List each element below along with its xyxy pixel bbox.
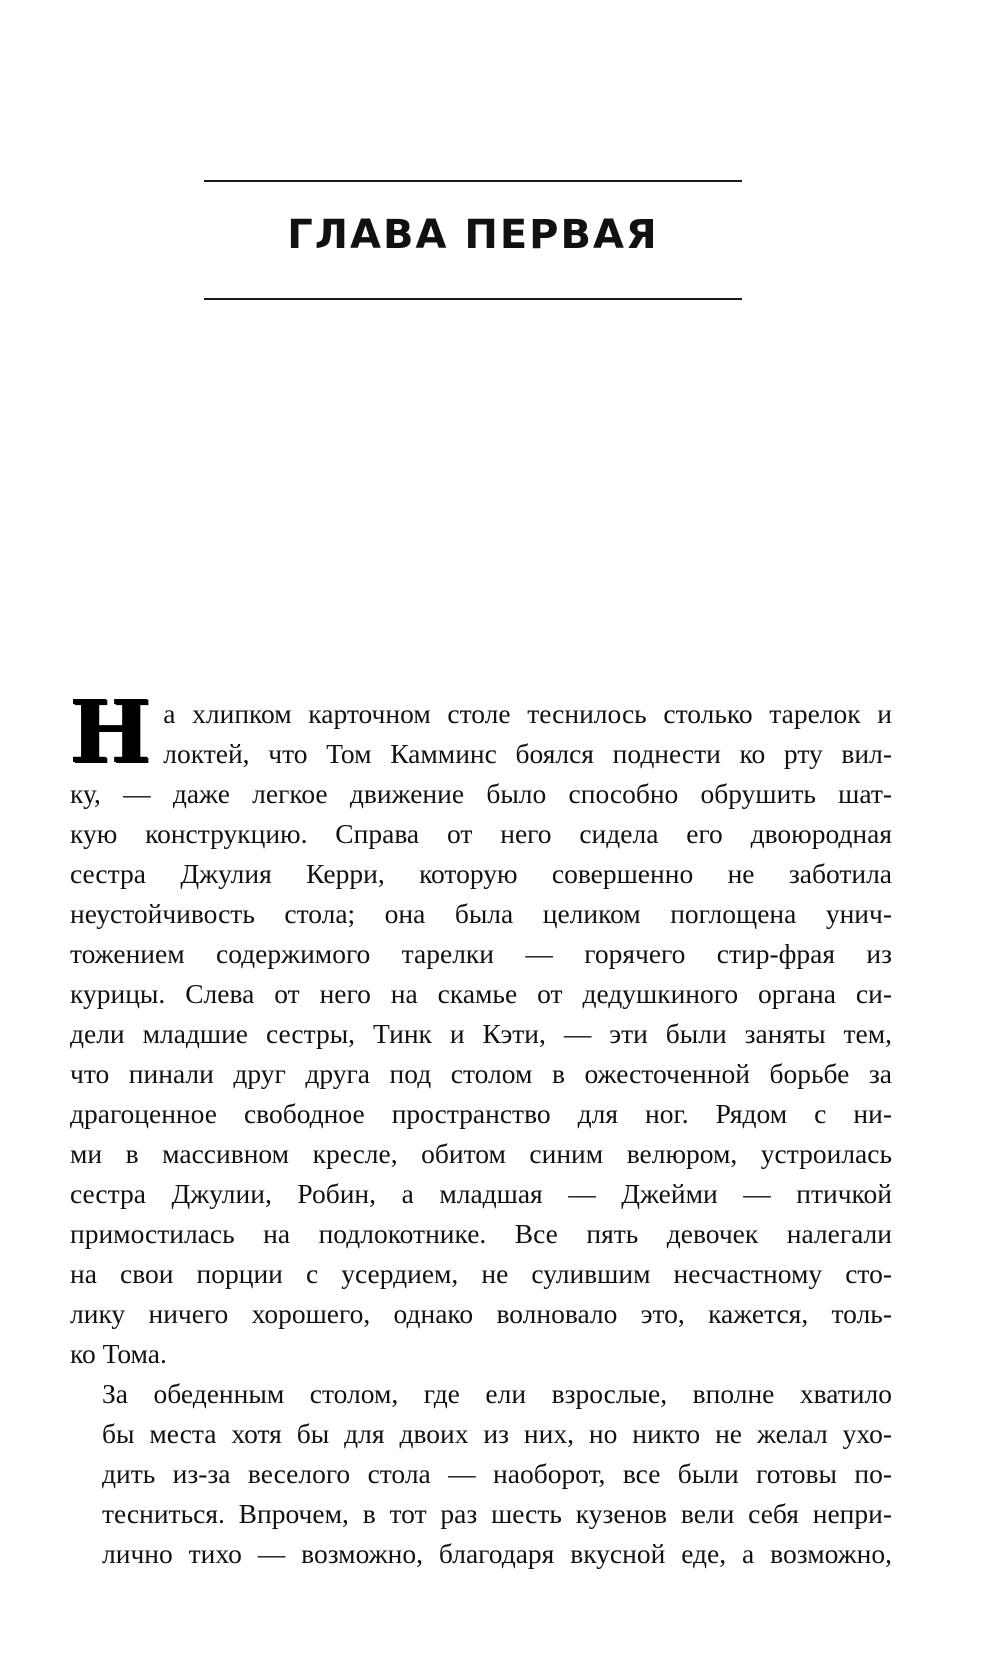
text-line: ку, — даже легкое движение было способно обрушить шат- xyxy=(70,778,892,809)
text-line: курицы. Слева от него на скамье от дедушкиного органа си- xyxy=(70,978,892,1009)
text-line: лично тихо — возможно, благодаря вкусной еде, а возможно, xyxy=(102,1538,892,1569)
text-line: тожением содержимого тарелки — горячего стир-фрая из xyxy=(70,938,892,969)
text-line: а хлипком карточном столе теснилось столько тарелок и xyxy=(163,698,892,729)
paragraph-2 xyxy=(70,1374,892,1574)
text-line: на свои порции с усердием, не сулившим несчастному сто- xyxy=(70,1258,892,1289)
chapter-rule-top xyxy=(204,180,742,182)
text-line: лику ничего хорошего, однако волновало это, кажется, толь- xyxy=(70,1298,892,1329)
body-text xyxy=(70,682,892,1574)
text-line: что пинали друг друга под столом в ожесточенной борьбе за xyxy=(70,1058,892,1089)
chapter-title: ГЛАВА ПЕРВАЯ xyxy=(287,212,659,258)
text-line: тесниться. Впрочем, в тот раз шесть кузенов вели себя непри- xyxy=(102,1498,892,1529)
text-line: За обеденным столом, где ели взрослые, вполне хватило xyxy=(102,1378,892,1409)
text-line: сестра Джулия Керри, которую совершенно не заботила xyxy=(70,858,892,889)
text-line: примостилась на подлокотнике. Все пять девочек налегали xyxy=(70,1218,892,1249)
drop-cap: Н xyxy=(70,682,152,783)
text-line: кую конструкцию. Справа от него сидела его двоюродная xyxy=(70,818,892,849)
text-line: ко Тома. xyxy=(70,1338,167,1369)
paragraph-1 xyxy=(70,682,892,1374)
chapter-rule-bottom xyxy=(204,298,742,300)
text-line: бы места хотя бы для двоих из них, но никто не желал ухо- xyxy=(102,1418,892,1449)
text-line: неустойчивость стола; она была целиком поглощена унич- xyxy=(70,898,892,929)
text-line: дить из-за веселого стола — наоборот, все были готовы по- xyxy=(102,1458,892,1489)
text-line: сестра Джулии, Робин, а младшая — Джейми — птичкой xyxy=(70,1178,892,1209)
text-line: драгоценное свободное пространство для ног. Рядом с ни- xyxy=(70,1098,892,1129)
text-line: ми в массивном кресле, обитом синим велюром, устроилась xyxy=(70,1138,892,1169)
text-line: локтей, что Том Камминс боялся поднести ко рту вил- xyxy=(163,738,892,769)
text-line: дели младшие сестры, Тинк и Кэти, — эти были заняты тем, xyxy=(70,1018,892,1049)
